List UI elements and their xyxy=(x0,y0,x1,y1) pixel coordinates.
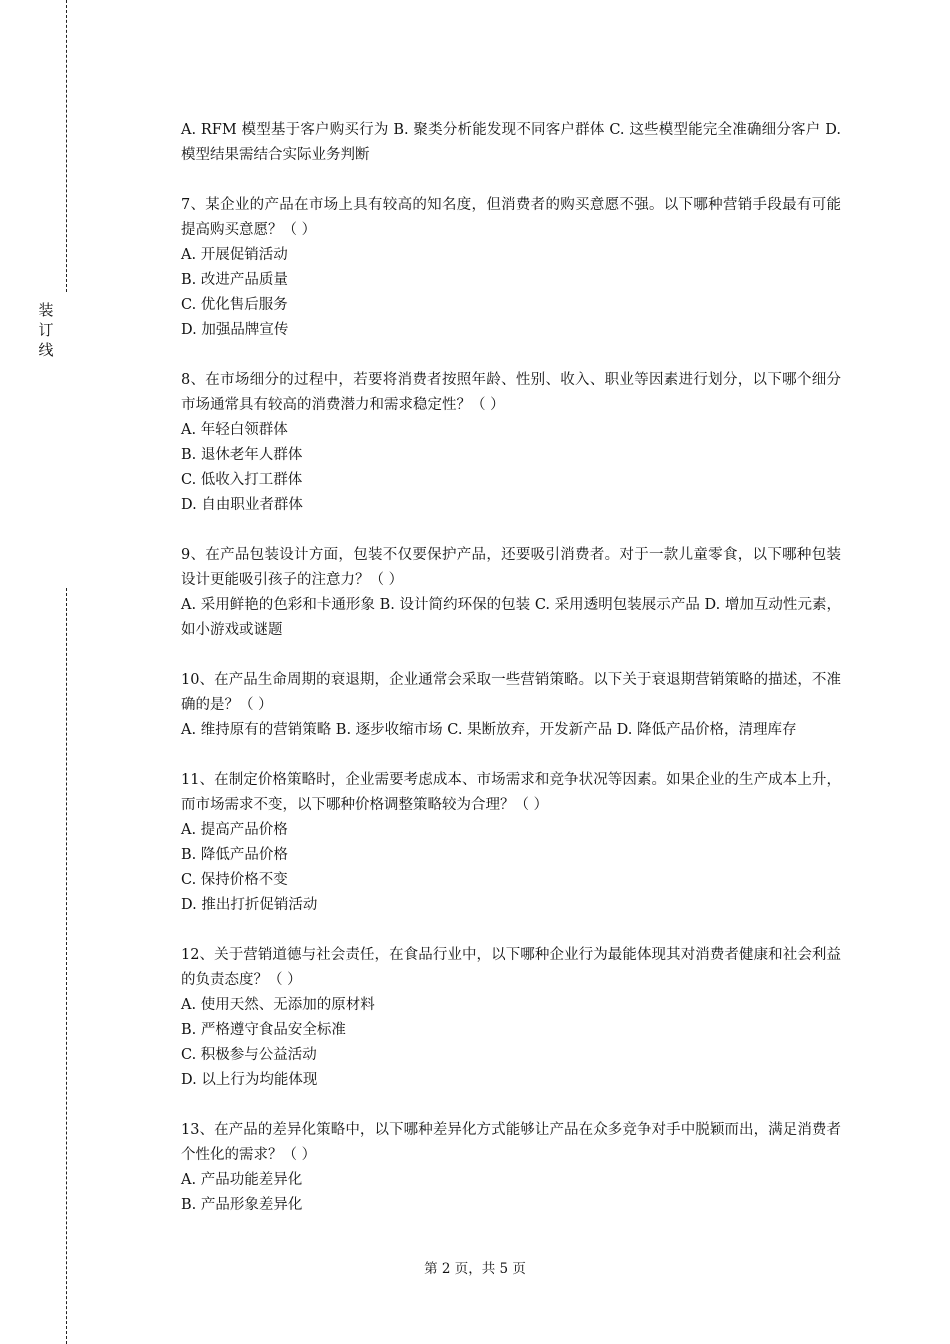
binding-label xyxy=(36,300,56,360)
binding-char: 装 xyxy=(38,301,54,319)
question-options-inline: A. 采用鲜艳的色彩和卡通形象 B. 设计简约环保的包装 C. 采用透明包装展示产品 D. 增加互动性元素，如小游戏或谜题 xyxy=(181,597,841,638)
question-text: 7、某企业的产品在市场上具有较高的知名度，但消费者的购买意愿不强。以下哪种营销手段最有可能提高购买意愿？（ ） xyxy=(181,197,841,238)
option-a: A. 年轻白领群体 xyxy=(181,422,288,438)
option-b: B. 严格遵守食品安全标准 xyxy=(181,1022,346,1038)
option-d: D. 推出打折促销活动 xyxy=(181,897,318,913)
option-c: C. 优化售后服务 xyxy=(181,297,288,313)
question-text: 11、在制定价格策略时，企业需要考虑成本、市场需求和竞争状况等因素。如果企业的生产成本上升，而市场需求不变，以下哪种价格调整策略较为合理？（ ） xyxy=(181,772,841,813)
question-text: 13、在产品的差异化策略中，以下哪种差异化方式能够让产品在众多竞争对手中脱颖而出，满足消费者个性化的需求？（ ） xyxy=(181,1122,841,1163)
binding-char: 线 xyxy=(38,341,54,359)
page-footer: 第 2 页，共 5 页 xyxy=(424,1261,526,1277)
option-a: A. 开展促销活动 xyxy=(181,247,288,263)
question-12 xyxy=(181,943,841,1093)
option-b: B. 退休老年人群体 xyxy=(181,447,303,463)
question-9 xyxy=(181,543,841,643)
binding-line-bottom xyxy=(66,588,67,1344)
question-10 xyxy=(181,668,841,743)
question-text: 12、关于营销道德与社会责任，在食品行业中，以下哪种企业行为最能体现其对消费者健康和社会利益的负责态度？（ ） xyxy=(181,947,841,988)
question-text: 8、在市场细分的过程中，若要将消费者按照年龄、性别、收入、职业等因素进行划分，以下哪个细分市场通常具有较高的消费潜力和需求稳定性？（ ） xyxy=(181,372,841,413)
question-8 xyxy=(181,368,841,518)
question-options-inline: A. 维持原有的营销策略 B. 逐步收缩市场 C. 果断放弃，开发新产品 D. 降低产品价格，清理库存 xyxy=(181,722,797,738)
option-a: A. 使用天然、无添加的原材料 xyxy=(181,997,375,1013)
question-text: 9、在产品包装设计方面，包装不仅要保护产品，还要吸引消费者。对于一款儿童零食，以下哪种包装设计更能吸引孩子的注意力？（ ） xyxy=(181,547,841,588)
option-c: C. 积极参与公益活动 xyxy=(181,1047,317,1063)
question-7 xyxy=(181,193,841,343)
binding-line-top xyxy=(66,0,67,292)
option-b: B. 产品形象差异化 xyxy=(181,1197,303,1213)
question-6-options xyxy=(181,118,841,168)
option-a: A. 提高产品价格 xyxy=(181,822,288,838)
question-11 xyxy=(181,768,841,918)
option-d: D. 自由职业者群体 xyxy=(181,497,303,513)
option-a: A. 产品功能差异化 xyxy=(181,1172,303,1188)
question-13 xyxy=(181,1118,841,1218)
option-d: D. 加强品牌宣传 xyxy=(181,322,289,338)
option-c: C. 低收入打工群体 xyxy=(181,472,303,488)
option-d: D. 以上行为均能体现 xyxy=(181,1072,318,1088)
option-b: B. 降低产品价格 xyxy=(181,847,288,863)
option-b: B. 改进产品质量 xyxy=(181,272,288,288)
question-text: 10、在产品生命周期的衰退期，企业通常会采取一些营销策略。以下关于衰退期营销策略的描述，不准确的是？（ ） xyxy=(181,672,841,713)
question-options-inline: A. RFM 模型基于客户购买行为 B. 聚类分析能发现不同客户群体 C. 这些模型能完全准确细分客户 D. 模型结果需结合实际业务判断 xyxy=(181,122,841,163)
question-list xyxy=(181,118,841,1243)
option-c: C. 保持价格不变 xyxy=(181,872,288,888)
binding-char: 订 xyxy=(38,321,54,339)
